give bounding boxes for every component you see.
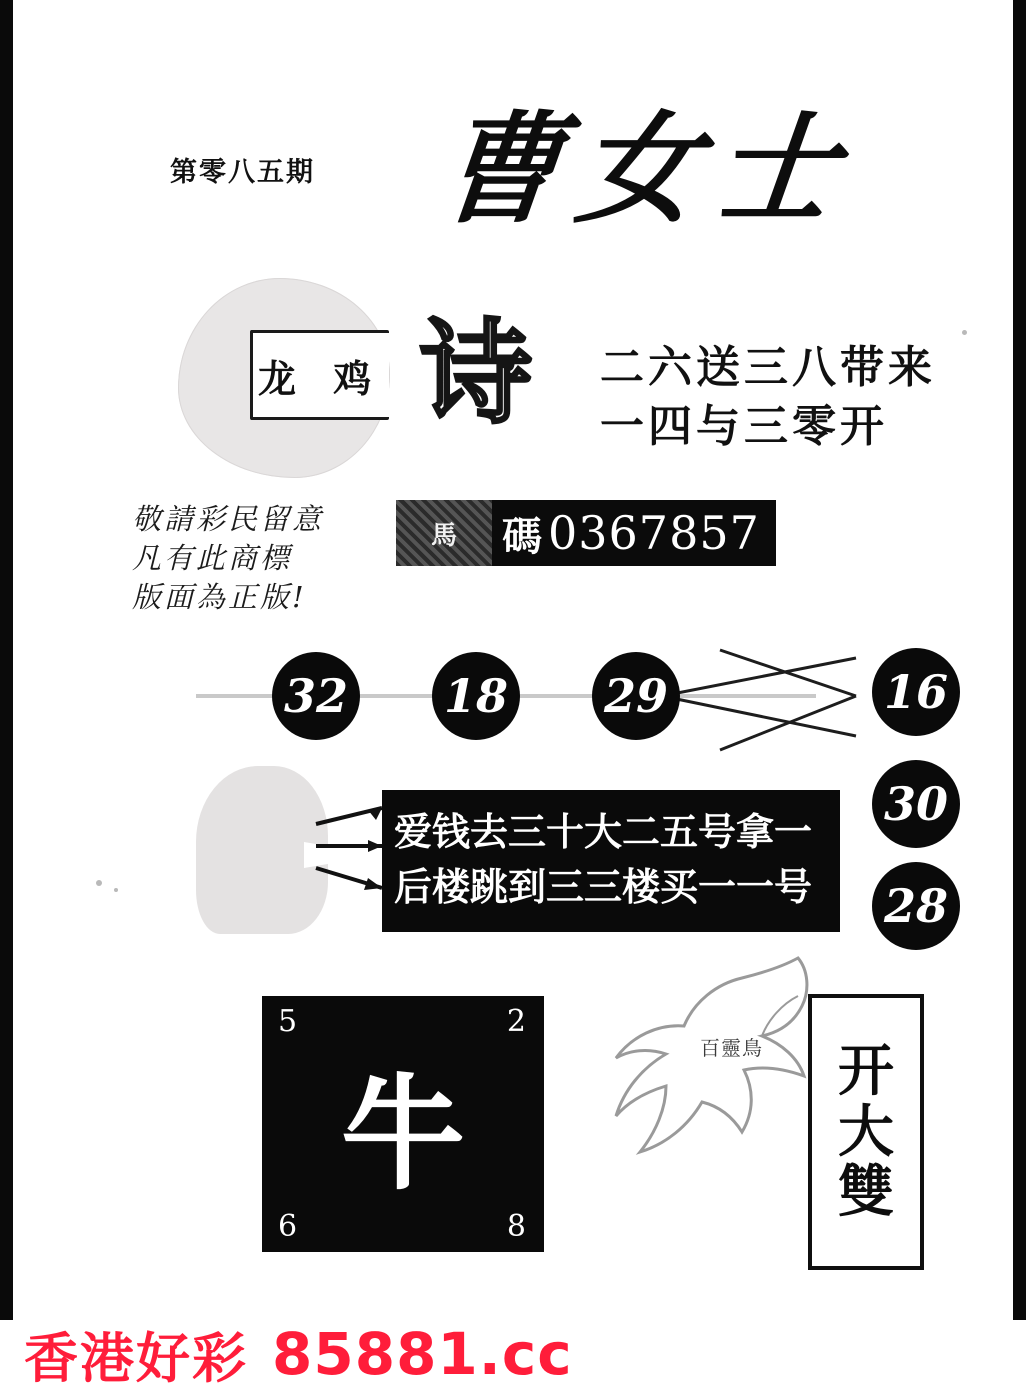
number-ball: 32 xyxy=(272,652,360,740)
tile-center-character: 牛 xyxy=(340,1062,465,1207)
poem-character: 诗 xyxy=(420,308,532,439)
poem-line-1: 二六送三八带来 xyxy=(600,342,936,393)
vertical-phrase-char-3: 雙 xyxy=(838,1159,894,1226)
right-edge-bar xyxy=(1013,0,1026,1320)
noise-speck xyxy=(962,330,967,335)
code-label: 碼 xyxy=(492,500,548,566)
number-ball: 18 xyxy=(432,652,520,740)
issue-number: 第零八五期 xyxy=(170,157,315,188)
footer-brand: 香港好彩 xyxy=(24,1325,248,1388)
footer-url[interactable]: 85881.cc xyxy=(272,1320,573,1388)
tile-corner-top-right: 2 xyxy=(506,1004,526,1039)
vertical-phrase-box xyxy=(808,994,924,1270)
animal-tile xyxy=(262,996,544,1252)
noise-speck xyxy=(96,880,102,886)
poem-line-2: 一四与三零开 xyxy=(600,401,888,453)
tile-corner-top-left: 5 xyxy=(278,1004,298,1039)
banner-line-2: 后楼跳到三三楼买一一号 xyxy=(394,864,813,910)
number-ball: 30 xyxy=(872,760,960,848)
number-ball: 28 xyxy=(872,862,960,950)
footer-bar xyxy=(0,1320,1026,1388)
vertical-phrase-char-2: 大 xyxy=(838,1098,894,1165)
tile-corner-bottom-right: 8 xyxy=(506,1209,526,1244)
stamp-icon: 馬 xyxy=(396,500,492,566)
banner-line-1: 爱钱去三十大二五号拿一 xyxy=(394,809,813,854)
bird-outline-icon xyxy=(612,940,832,1220)
tile-corner-bottom-left: 6 xyxy=(278,1209,298,1244)
notice-line-1: 敬請彩民留意 xyxy=(132,502,325,536)
notice-line-3: 版面為正版! xyxy=(132,580,307,615)
zodiac-label: 龙 鸡 xyxy=(258,356,384,401)
number-ball: 16 xyxy=(872,648,960,736)
left-edge-bar xyxy=(0,0,13,1320)
code-digits: 0367857 xyxy=(548,500,776,566)
arrow-lines-icon xyxy=(660,640,860,760)
bird-label: 百靈鳥 xyxy=(700,1036,763,1060)
page-title: 曹女士 xyxy=(432,99,862,240)
notice-line-2: 凡有此商標 xyxy=(132,541,293,576)
authenticity-notice xyxy=(132,500,324,617)
code-block xyxy=(396,500,776,566)
vertical-phrase-char-1: 开 xyxy=(838,1037,894,1104)
number-ball: 29 xyxy=(592,652,680,740)
noise-speck xyxy=(114,888,118,892)
message-banner xyxy=(382,790,840,932)
poem-lines xyxy=(600,338,936,457)
